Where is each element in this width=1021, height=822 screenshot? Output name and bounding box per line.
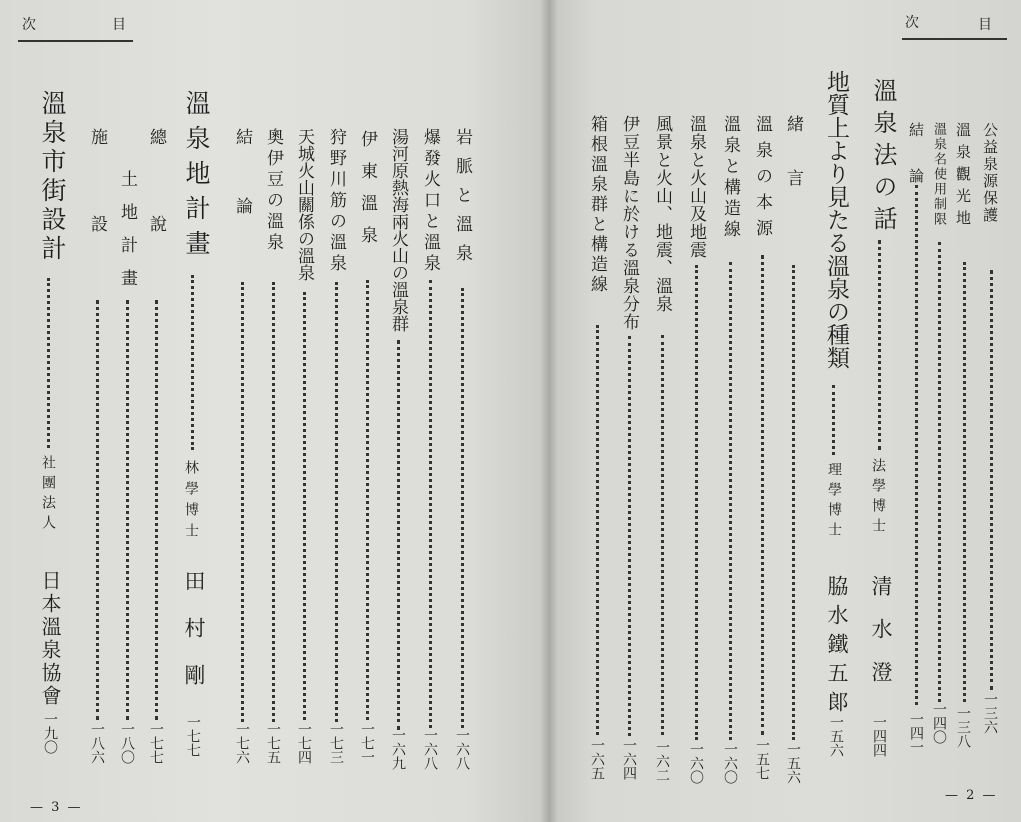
toc-entry-text: 總 說 [146,128,166,244]
toc-leader [366,280,369,720]
toc-leader [628,336,631,736]
toc-entry-text: 風景と火山、地震、溫泉 [652,115,672,313]
toc-leader [792,265,795,740]
author-name: 清水澄 [869,575,893,704]
toc-entry-text: 土地計畫 [117,170,137,302]
toc-entry-page: 一六二 [654,740,670,782]
author-name: 田村剛 [182,570,206,711]
section-title: 溫泉地計畫 [182,90,211,265]
toc-leader [429,280,432,728]
toc-leader [126,300,129,720]
toc-entry-page: 一七一 [359,722,375,764]
right-page-number: — 2 — [945,788,998,803]
toc-entry-page: 一六八 [422,728,438,770]
toc-entry-text: 溫泉の本源 [752,115,772,245]
toc-entry-page: 一四四 [871,715,887,757]
toc-entry-text: 溫泉と火山及地震 [686,115,706,259]
toc-leader [990,270,993,690]
toc-entry-text: 結 論 [232,128,252,220]
toc-leader [938,242,941,702]
toc-entry-page: 一八〇 [119,722,135,764]
toc-leader [47,278,50,448]
toc-entry-text: 溫泉と構造線 [720,115,740,241]
toc-entry-page: 一四一 [908,712,924,754]
toc-leader [335,282,338,722]
author-title: 理學博士 [826,462,842,542]
toc-entry-text: 爆發火口と溫泉 [420,128,440,275]
toc-entry-page: 一六〇 [688,742,704,784]
right-header-moku: 目 [978,17,993,33]
toc-entry-text: 箱根溫泉群と構造線 [587,115,607,295]
toc-entry-text: 湯河原熱海兩火山の溫泉群 [388,128,408,332]
toc-entry-page: 一五六 [785,742,801,784]
toc-leader [191,275,194,450]
toc-entry-text: 奧伊豆の溫泉 [263,128,283,254]
section-title: 溫泉市街設計 [38,90,67,264]
toc-entry-page: 一四〇 [931,702,947,744]
toc-entry-text: 緒 言 [783,115,803,196]
toc-entry-page: 一七三 [328,722,344,764]
toc-entry-page: 一六四 [621,738,637,780]
toc-leader [695,265,698,740]
toc-leader [272,282,275,722]
toc-entry-page: 一六九 [390,728,406,770]
toc-entry-page: 一六〇 [722,742,738,784]
toc-leader [915,185,918,705]
left-header-rule [18,40,133,42]
left-header-moku: 目 [112,17,127,33]
toc-entry-page: 一六八 [454,728,470,770]
toc-leader [596,325,599,735]
toc-leader [729,262,732,740]
section-title: 溫泉法の話 [869,78,897,238]
toc-entry-page: 一七四 [296,722,312,764]
left-header-ji: 次 [22,17,37,33]
toc-entry-page: 一八六 [89,722,105,764]
toc-entry-page: 一六五 [589,738,605,780]
toc-entry-text: 伊 東 溫 泉 [357,130,377,242]
toc-leader [303,292,306,720]
toc-leader [878,240,881,450]
toc-entry-page: 一七六 [234,722,250,764]
toc-entry-text: 狩野川筋の溫泉 [326,128,346,275]
toc-leader [661,335,664,735]
toc-entry-page: 一三八 [955,706,971,748]
toc-entry-text: 溫泉觀光地 [954,122,972,232]
author-title: 法學博士 [870,458,886,538]
toc-entry-text: 結 論 [907,122,925,191]
author-name: 脇水鐵五郞 [825,575,849,720]
book-spine [540,0,558,822]
toc-entry-text: 施 設 [87,128,107,244]
toc-leader [832,385,835,455]
toc-entry-page: 一七七 [185,715,201,757]
toc-entry-page: 一七七 [148,722,164,764]
right-header-ji: 次 [905,15,920,31]
toc-entry-text: 溫泉名使用制限 [931,122,946,227]
toc-entry-page: 一五六 [828,715,844,757]
toc-entry-page: 一五七 [754,738,770,780]
toc-leader [461,288,464,728]
author-title: 林學博士 [183,460,199,544]
section-title: 地質上より見たる溫泉の種類 [823,70,849,369]
toc-leader [963,262,966,702]
toc-leader [397,340,400,730]
author-name: 日本溫泉協會 [38,570,62,708]
author-title: 社團法人 [40,455,56,535]
toc-entry-page: 一三六 [982,692,998,734]
toc-leader [241,282,244,722]
toc-entry-page: 一九〇 [42,712,58,754]
toc-entry-text: 岩脈と溫泉 [452,128,472,273]
toc-leader [761,255,764,735]
toc-entry-text: 伊豆半島に於ける溫泉分布 [619,115,639,331]
right-header-rule [902,38,1007,40]
left-page-number: — 3 — [30,800,83,815]
toc-entry-page: 一七五 [265,722,281,764]
toc-entry-text: 天城火山關係の溫泉 [294,128,314,281]
toc-leader [96,300,99,720]
toc-entry-text: 公益泉源保護 [981,122,999,224]
toc-leader [155,300,158,720]
